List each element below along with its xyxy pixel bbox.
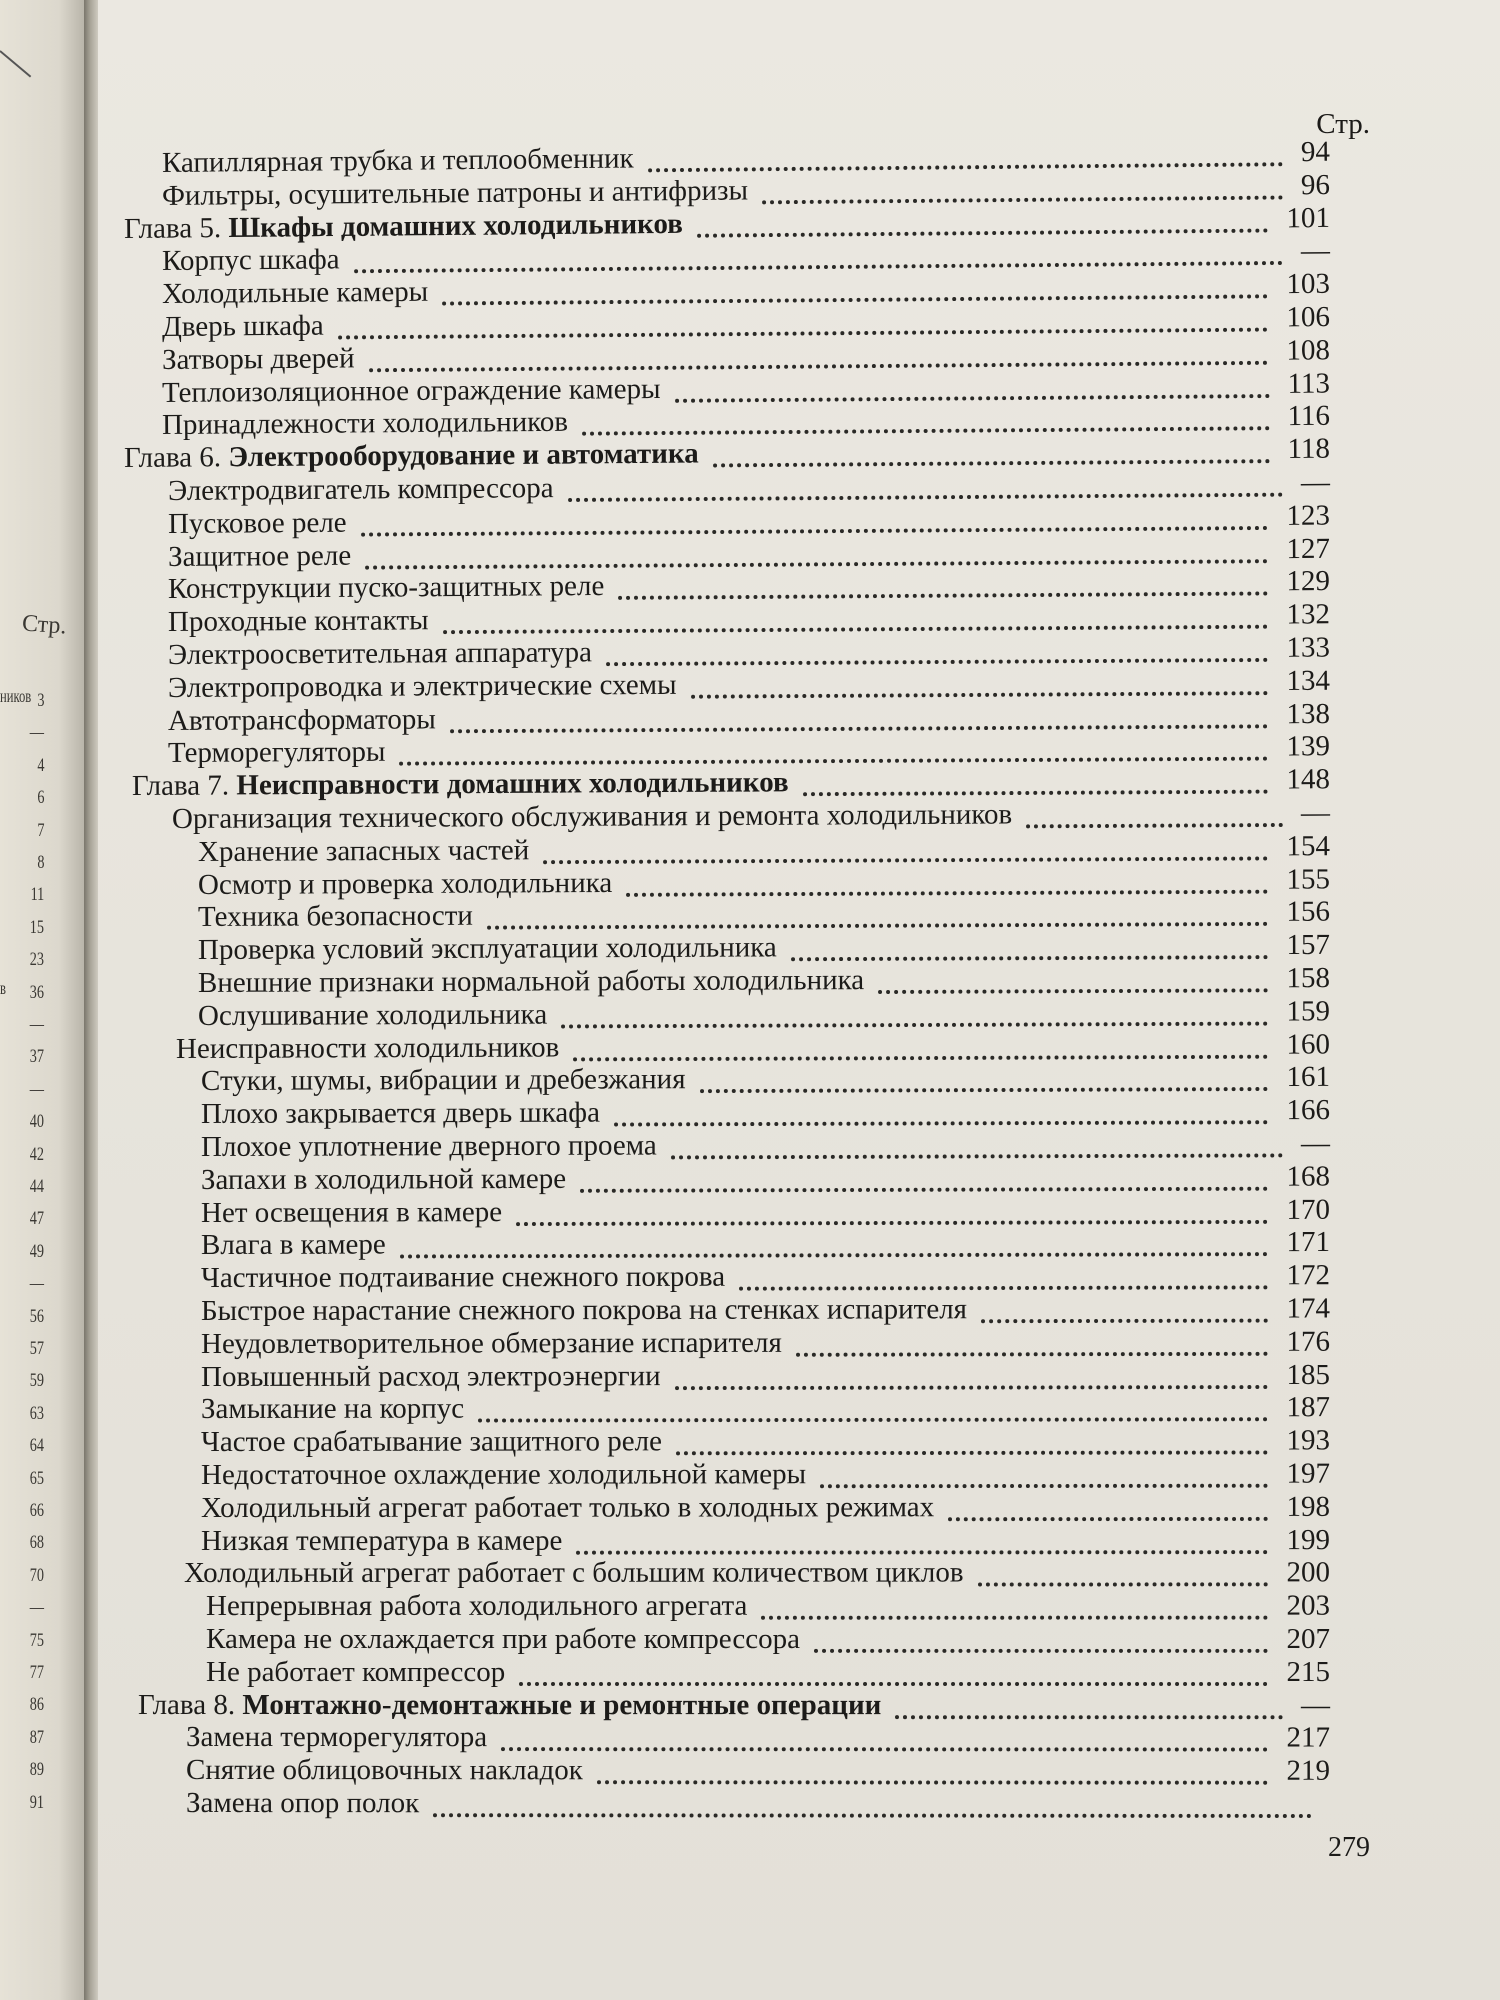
toc-page-number: 116	[1287, 400, 1331, 433]
toc-page-number: 127	[1286, 532, 1331, 565]
section-title: Замена терморегулятора	[185, 1721, 488, 1754]
section-title: Теплоизоляционное ограждение камеры	[161, 372, 661, 409]
facing-page-number: 11	[30, 884, 44, 906]
toc-page-number: 139	[1286, 730, 1331, 763]
facing-page-number: 91	[29, 1791, 44, 1813]
toc-entry-title-line	[162, 141, 634, 180]
toc-page-number: 166	[1286, 1094, 1331, 1127]
facing-page-number: 8	[36, 852, 44, 873]
facing-page-fragment	[0, 0, 84, 2000]
chapter-title: Шкафы домашних холодильников	[228, 207, 684, 244]
toc-entry-title-line	[198, 833, 529, 869]
toc-list	[98, 0, 1460, 2000]
toc-page-number: 113	[1287, 367, 1331, 400]
section-title: Принадлежности холодильников	[161, 406, 569, 442]
facing-page-number: 70	[29, 1564, 44, 1586]
section-title: Плохое уплотнение дверного проема	[200, 1129, 657, 1163]
facing-page-number: 3	[36, 690, 44, 711]
section-title: Защитное реле	[167, 539, 352, 573]
toc-entry-title-line	[198, 997, 547, 1032]
toc-page-number: 193	[1286, 1424, 1331, 1457]
toc-entry-title-line	[206, 1589, 747, 1623]
facing-page-number: 59	[29, 1370, 44, 1392]
toc-page-number: 94	[1300, 135, 1331, 169]
toc-page-number: 159	[1286, 995, 1331, 1028]
facing-page-number: 6	[36, 787, 44, 809]
toc-entry-title-line	[162, 341, 355, 377]
toc-entry-title-line	[198, 931, 777, 968]
section-title: Замыкание на корпус	[200, 1392, 465, 1426]
section-title: Техника безопасности	[197, 900, 473, 934]
toc-page-number: 203	[1286, 1589, 1331, 1622]
toc-entry-title-line	[168, 735, 386, 770]
facing-page-header: Стр.	[21, 610, 68, 640]
facing-page-number: —	[29, 722, 44, 744]
toc-entry-title-line	[162, 405, 568, 442]
section-title: Затворы дверей	[161, 342, 355, 376]
toc-page-number: 198	[1286, 1490, 1331, 1523]
toc-page-number: 96	[1300, 168, 1331, 202]
facing-page-number: 89	[29, 1759, 44, 1781]
toc-entry	[186, 1786, 1330, 1821]
page-column-header: Стр.	[1316, 108, 1370, 140]
page-corner-mark	[0, 50, 31, 77]
chapter-label: Глава 5.	[123, 211, 222, 245]
toc-entry-title-line	[162, 243, 340, 279]
toc-page-number: 176	[1286, 1325, 1331, 1358]
section-title: Автотрансформаторы	[167, 702, 436, 737]
toc-entry-title-line	[198, 899, 473, 934]
section-title: Внешние признаки нормальной работы холодильника	[197, 964, 865, 999]
toc-page-number: 133	[1286, 631, 1331, 664]
book-gutter	[84, 0, 98, 2000]
section-title: Непрерывная работа холодильного агрегата	[205, 1589, 748, 1623]
chapter-label: Глава 8.	[137, 1688, 236, 1721]
toc-page-number: 200	[1286, 1556, 1331, 1589]
facing-page-number: 64	[29, 1435, 44, 1457]
facing-page-number: 36	[29, 981, 44, 1003]
toc-page-number: 156	[1286, 895, 1331, 929]
facing-page-number: 57	[29, 1338, 44, 1359]
section-title: Терморегуляторы	[167, 736, 386, 770]
dot-leader	[433, 1779, 1312, 1818]
section-title: Неисправности холодильников	[175, 1031, 560, 1065]
toc-page-number: 185	[1286, 1358, 1331, 1391]
toc-page-number: 215	[1286, 1655, 1331, 1688]
facing-page-number: 23	[29, 949, 44, 971]
toc-entry-title-line	[168, 538, 351, 573]
toc-page-number: 101	[1286, 201, 1331, 234]
section-title: Организация технического обслуживания и ремонта холодильников	[171, 798, 1013, 835]
toc-page-number: —	[1300, 466, 1331, 499]
toc-page-number: 148	[1286, 763, 1331, 796]
toc-entry-title-line	[201, 1392, 464, 1426]
toc-entry-title-line	[201, 1523, 562, 1557]
facing-page-number: 68	[29, 1532, 44, 1554]
section-title: Холодильный агрегат работает только в холодных режимах	[200, 1491, 935, 1524]
toc-entry-title-line	[201, 1425, 662, 1460]
section-title: Повышенный расход электроэнергии	[200, 1359, 661, 1393]
facing-page-number: 66	[29, 1500, 44, 1521]
toc-page-number: 160	[1286, 1028, 1331, 1061]
facing-page-number: 40	[29, 1111, 44, 1133]
toc-page-number: —	[1300, 1127, 1331, 1160]
section-title: Частичное подтаивание снежного покрова	[200, 1260, 726, 1295]
section-title: Запахи в холодильной камере	[200, 1162, 567, 1196]
section-title: Замена опор полок	[185, 1787, 420, 1820]
toc-entry-title-line	[201, 1162, 566, 1197]
facing-page-number: —	[29, 1078, 44, 1100]
toc-page-number: 158	[1286, 962, 1331, 995]
chapter-label: Глава 6.	[123, 441, 222, 475]
section-title: Не работает компрессор	[205, 1655, 506, 1688]
toc-entry-title-line	[201, 1260, 725, 1295]
section-title: Электропроводка и электрические схемы	[167, 668, 677, 704]
toc-entry-title-line	[201, 1228, 386, 1262]
toc-page-number: 170	[1286, 1193, 1331, 1226]
facing-page-number: 47	[29, 1208, 44, 1230]
section-title: Электроосветительная аппаратура	[167, 636, 593, 671]
facing-page-number: 42	[29, 1143, 44, 1165]
toc-entry-title-line	[168, 702, 436, 738]
toc-page-number: 129	[1286, 565, 1331, 598]
facing-page-number: 4	[36, 754, 44, 776]
section-title: Нет освещения в камере	[200, 1195, 503, 1229]
toc-page-number: 172	[1286, 1259, 1331, 1292]
facing-page-number: —	[29, 1014, 44, 1035]
section-title: Частое срабатывание защитного реле	[200, 1425, 663, 1459]
toc-page-number: —	[1300, 1688, 1331, 1721]
toc-entry-title-line	[206, 1655, 505, 1689]
facing-page-number: —	[29, 1597, 44, 1619]
toc-page-number: 219	[1286, 1754, 1331, 1787]
dot-leader	[519, 1648, 1268, 1686]
section-title: Влага в камере	[200, 1228, 386, 1262]
facing-page-number: 49	[29, 1240, 44, 1262]
toc-entry-title-line	[201, 1457, 806, 1492]
section-title: Камера не охлаждается при работе компрессора	[205, 1622, 800, 1655]
toc-page-number: 174	[1286, 1292, 1331, 1325]
toc-page-number: 171	[1286, 1226, 1331, 1259]
section-title: Дверь шкафа	[161, 309, 324, 343]
section-title: Ослушивание холодильника	[197, 998, 548, 1032]
facing-page-number: 37	[29, 1046, 44, 1068]
toc-page-number: 108	[1286, 334, 1331, 367]
toc-page-number: 106	[1286, 301, 1331, 334]
toc-page-number: 187	[1286, 1391, 1331, 1424]
section-title: Быстрое нарастание снежного покрова на стенках испарителя	[200, 1293, 968, 1327]
toc-page-number: 103	[1286, 267, 1331, 301]
section-title: Недостаточное охлаждение холодильной камеры	[200, 1458, 807, 1491]
toc-page-number: 197	[1286, 1457, 1331, 1490]
section-title: Неудовлетворительное обмерзание испарителя	[200, 1326, 782, 1360]
toc-page-number: 134	[1286, 664, 1331, 697]
section-title: Капиллярная трубка и теплообменник	[161, 142, 634, 179]
toc-page-number: 161	[1286, 1061, 1331, 1094]
section-title: Проверка условий эксплуатации холодильника	[197, 931, 777, 967]
toc-entry-title-line	[168, 635, 592, 672]
toc-page-number: 138	[1286, 697, 1331, 730]
facing-page-word: ников	[0, 686, 32, 706]
toc-page-number: 132	[1286, 598, 1331, 631]
section-title: Конструкции пуско-защитных реле	[167, 570, 605, 606]
chapter-label: Глава 7.	[131, 769, 230, 803]
chapter-title: Неисправности домашних холодильников	[236, 766, 789, 802]
toc-page-number: —	[1300, 796, 1331, 829]
toc-page-number: 154	[1286, 829, 1331, 863]
facing-page-word: в	[0, 977, 6, 998]
section-title: Холодильные камеры	[161, 275, 429, 311]
toc-entry-title-line	[168, 603, 429, 639]
facing-page-number: 44	[29, 1176, 44, 1197]
facing-page-number: 65	[29, 1467, 44, 1489]
section-title: Пусковое реле	[167, 506, 347, 540]
toc-page-number: —	[1300, 234, 1331, 268]
section-title: Хранение запасных частей	[197, 834, 530, 868]
section-title: Снятие облицовочных накладок	[185, 1754, 583, 1787]
toc-entry-title-line	[201, 1096, 600, 1131]
chapter-title: Монтажно-демонтажные и ремонтные операции	[242, 1688, 882, 1721]
toc-page-number: 123	[1286, 499, 1331, 532]
section-title: Холодильный агрегат работает с большим количеством циклов	[183, 1556, 964, 1590]
section-title: Осмотр и проверка холодильника	[197, 866, 613, 901]
section-title: Проходные контакты	[167, 604, 429, 639]
facing-page-number: 86	[29, 1694, 44, 1716]
toc-page-number: 207	[1286, 1622, 1331, 1655]
toc-entry-title-line	[168, 505, 347, 540]
section-title: Плохо закрывается дверь шкафа	[200, 1096, 600, 1131]
toc-entry-title-line	[186, 1720, 487, 1754]
facing-page-number: —	[29, 1273, 44, 1295]
toc-entry-title-line	[176, 1030, 559, 1066]
section-title: Корпус шкафа	[161, 243, 340, 278]
toc-page-number: 217	[1286, 1721, 1331, 1754]
facing-page-number: 56	[29, 1305, 44, 1327]
page-number: 279	[1328, 1832, 1370, 1863]
toc-entry-title-line	[132, 765, 789, 803]
facing-page-number: 7	[36, 819, 44, 841]
facing-page-number: 63	[29, 1402, 44, 1424]
toc-page-number: 118	[1287, 432, 1331, 466]
section-title: Фильтры, осушительные патроны и антифризы	[161, 174, 749, 212]
facing-page-number: 87	[29, 1726, 44, 1748]
facing-page-number: 15	[29, 916, 44, 938]
toc-page-number: 157	[1286, 929, 1331, 962]
facing-page-number: 77	[29, 1662, 44, 1683]
facing-page-number: 75	[29, 1629, 44, 1651]
section-title: Стуки, шумы, вибрации и дребезжания	[200, 1063, 686, 1098]
section-title: Электродвигатель компрессора	[167, 472, 554, 507]
table-of-contents-page	[98, 0, 1500, 2000]
toc-entry-title-line	[162, 309, 324, 344]
section-title: Низкая температура в камере	[200, 1524, 563, 1557]
chapter-title: Электрооборудование и автоматика	[228, 437, 699, 474]
toc-entry-title-line	[201, 1063, 686, 1099]
toc-page-number: 155	[1286, 862, 1331, 896]
toc-entry-title-line	[186, 1786, 419, 1820]
toc-page-number: 168	[1286, 1160, 1331, 1193]
toc-page-number: 199	[1286, 1523, 1331, 1556]
